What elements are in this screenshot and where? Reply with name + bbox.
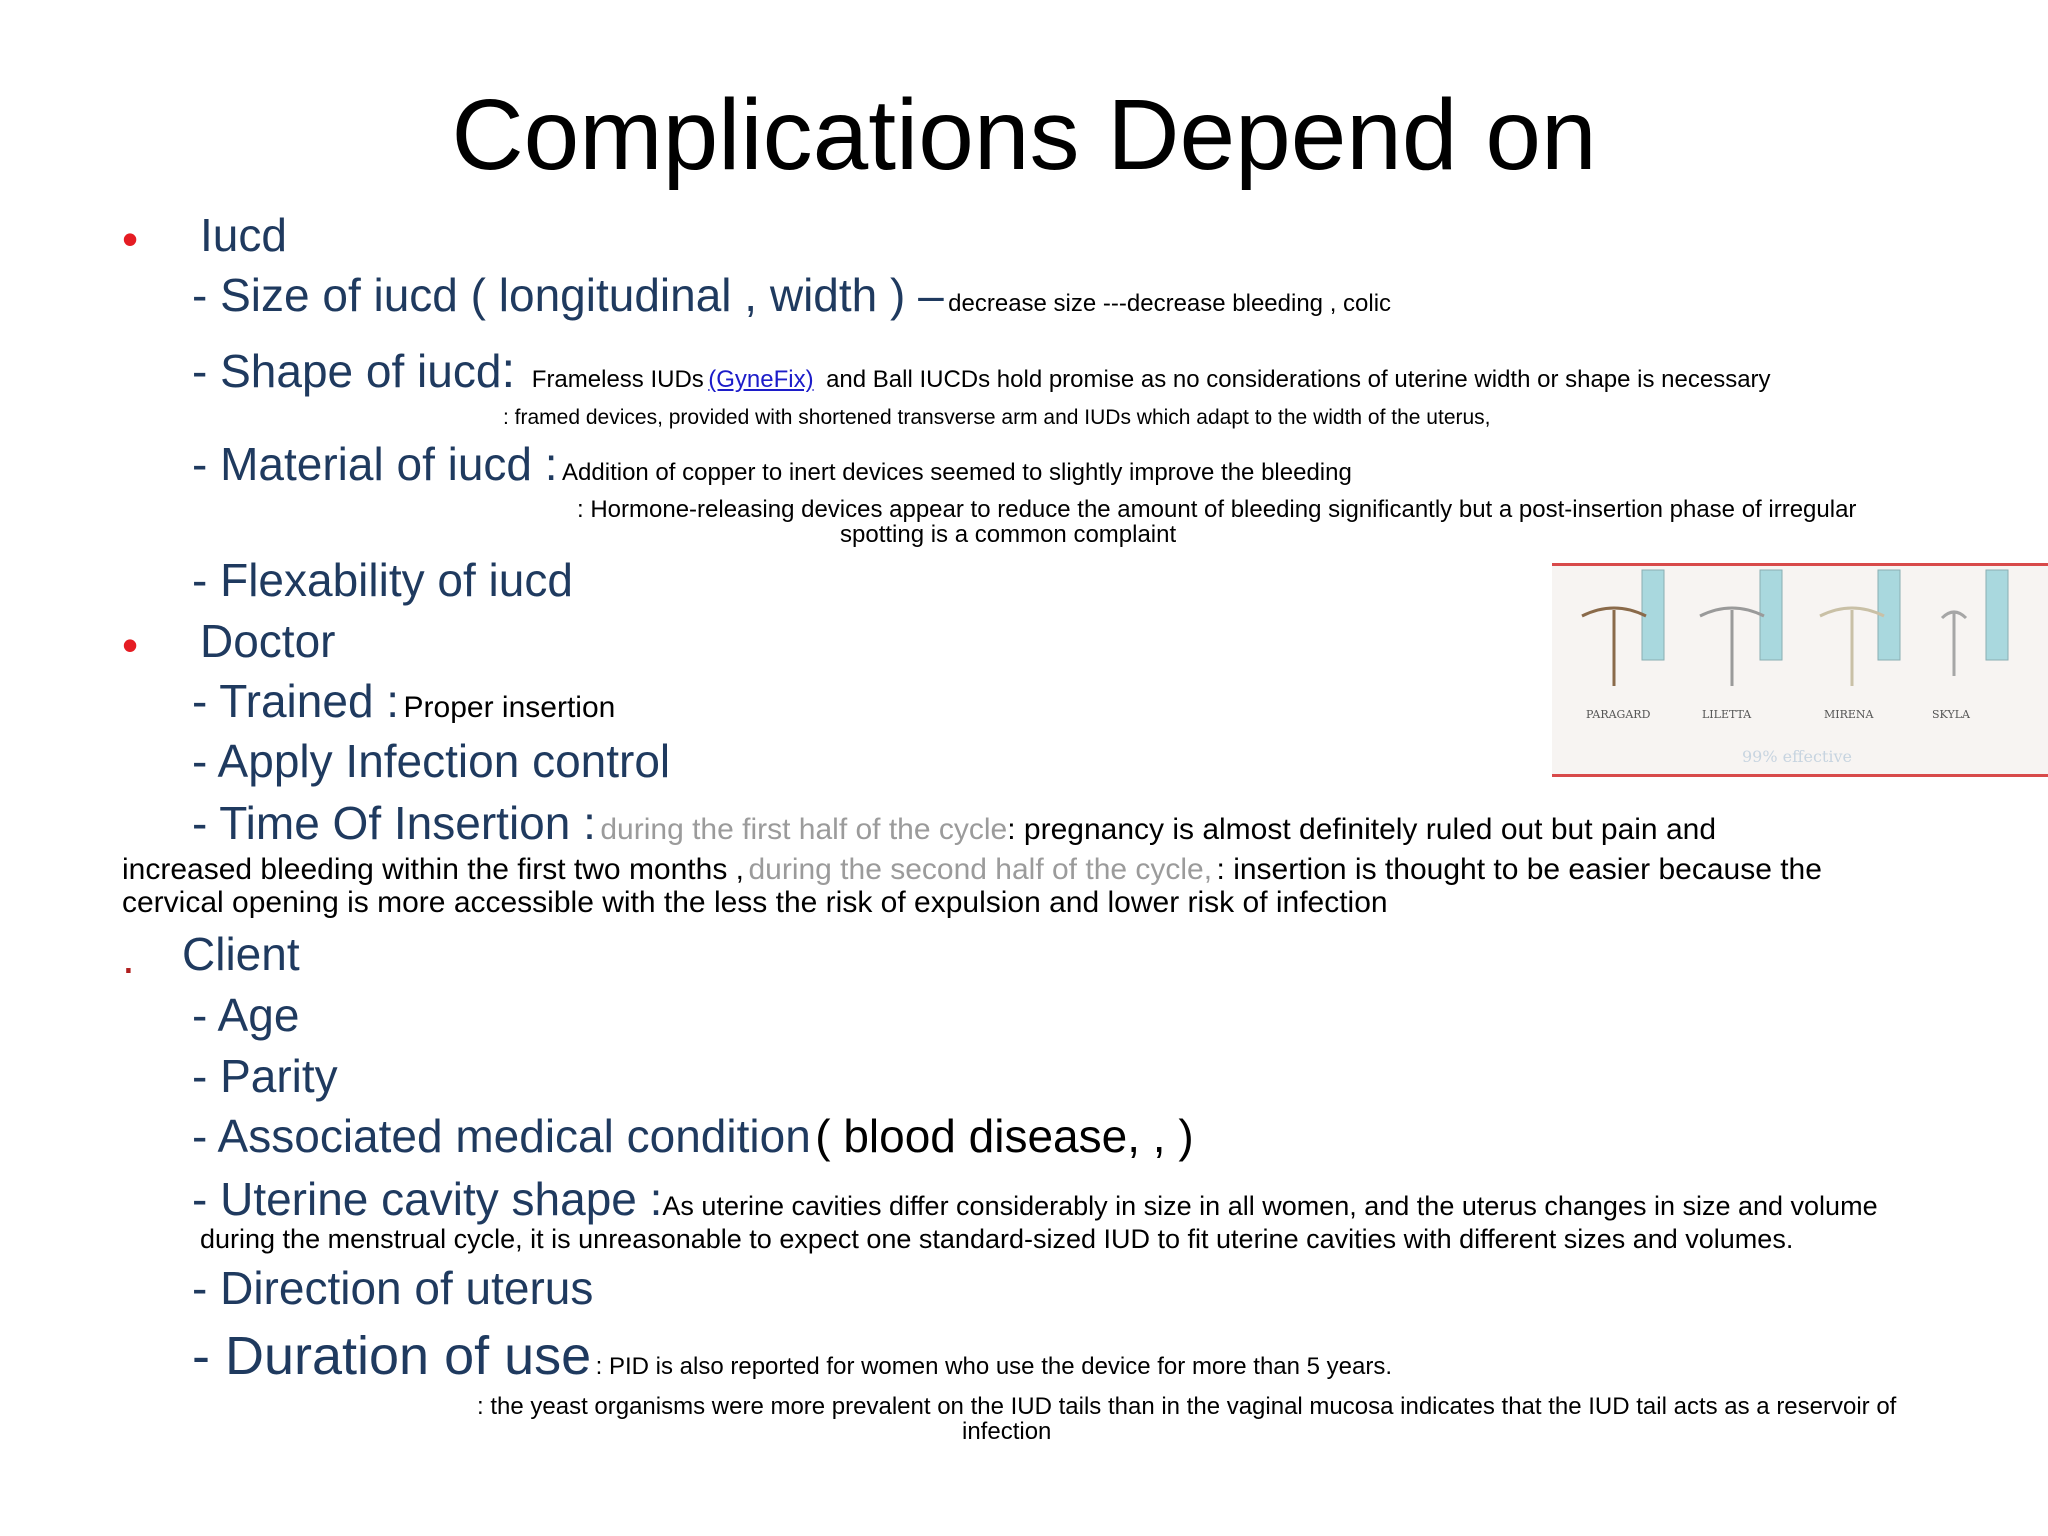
- time-row-2: [122, 853, 1822, 887]
- duration-heading: - Duration of use: [192, 1326, 592, 1386]
- material-note: Addition of copper to inert devices seemed to slightly improve the bleeding: [562, 459, 1352, 486]
- assoc-row: [192, 1109, 1194, 1163]
- client-parity: - Parity: [192, 1050, 338, 1102]
- bullet-doctor: •: [122, 619, 139, 671]
- time-heading: - Time Of Insertion :: [192, 797, 596, 849]
- direction-heading: - Direction of uterus: [192, 1262, 594, 1314]
- iud-devices-image: [1552, 563, 2048, 777]
- shape-note-b: and Ball IUCDs hold promise as no considerations of uterine width or shape is necessary: [826, 366, 1771, 393]
- cavity-note: As uterine cavities differ considerably in size in all women, and the uterus changes in size and volume: [662, 1191, 1878, 1221]
- material-heading: - Material of iucd :: [192, 438, 558, 490]
- infection-control-heading: - Apply Infection control: [192, 735, 671, 787]
- assoc-heading: - Associated medical condition: [192, 1110, 811, 1162]
- material-note-3: spotting is a common complaint: [840, 521, 1177, 548]
- material-note-2: : Hormone-releasing devices appear to reduce the amount of bleeding significantly but a post-insertion phase of irregular: [577, 496, 1857, 523]
- assoc-note: ( blood disease, , ): [815, 1110, 1194, 1162]
- shape-heading: - Shape of iucd: [192, 345, 502, 397]
- flexibility-heading: - Flexability of iucd: [192, 554, 573, 606]
- material-row: [192, 437, 1352, 491]
- label-paragard: PARAGARD: [1586, 708, 1651, 721]
- bullet-iucd: •: [122, 213, 139, 265]
- gynefix-link[interactable]: (GyneFix): [708, 366, 814, 393]
- duration-row: [192, 1325, 1392, 1387]
- shape-row: [192, 341, 1771, 399]
- bullet-client: .: [122, 931, 135, 983]
- cavity-heading: - Uterine cavity shape :: [192, 1173, 663, 1225]
- size-heading: - Size of iucd ( longitudinal , width ) –: [192, 269, 944, 321]
- time-text-2: increased bleeding within the first two months ,: [122, 853, 744, 886]
- image-footer: 99% effective: [1742, 747, 1852, 766]
- trained-note: Proper insertion: [403, 691, 616, 724]
- time-gray-2: during the second half of the cycle,: [748, 853, 1213, 886]
- label-liletta: LILETTA: [1702, 708, 1752, 721]
- cavity-note-2: during the menstrual cycle, it is unreasonable to expect one standard-sized IUD to fit uterine cavities with different sizes and volumes.: [200, 1224, 1794, 1254]
- trained-heading: - Trained :: [192, 675, 400, 727]
- label-skyla: SKYLA: [1932, 708, 1970, 721]
- duration-note: : PID is also reported for women who use the device for more than 5 years.: [595, 1353, 1393, 1380]
- time-text-1: : pregnancy is almost definitely ruled out but pain and: [1007, 813, 1716, 846]
- shape-colon: :: [501, 342, 516, 398]
- iud-devices-drawing: [1552, 566, 2048, 774]
- slide-title: Complications Depend on: [451, 79, 1597, 191]
- size-note: decrease size ---decrease bleeding , colic: [948, 290, 1392, 317]
- duration-note-3: infection: [962, 1418, 1052, 1445]
- shape-note-a: Frameless IUDs: [531, 366, 704, 393]
- trained-row: [192, 674, 615, 728]
- time-row: [192, 796, 1716, 850]
- client-age: - Age: [192, 989, 300, 1041]
- time-gray-1: during the first half of the cycle: [600, 813, 1008, 846]
- size-row: [192, 268, 1391, 322]
- section-heading-doctor: Doctor: [200, 615, 336, 667]
- section-heading-iucd: Iucd: [200, 209, 287, 261]
- time-text-4: cervical opening is more accessible with the less the risk of expulsion and lower risk of infection: [122, 886, 1388, 919]
- label-mirena: MIRENA: [1824, 708, 1874, 721]
- shape-note-2: : framed devices, provided with shortened transverse arm and IUDs which adapt to the width of the uterus,: [503, 406, 1491, 429]
- time-text-3: : insertion is thought to be easier because the: [1216, 853, 1822, 886]
- cavity-row: [192, 1172, 1878, 1226]
- section-heading-client: Client: [182, 928, 300, 980]
- duration-note-2: : the yeast organisms were more prevalent on the IUD tails than in the vaginal mucosa indicates that the IUD tail acts as a reservoir of: [477, 1393, 1897, 1420]
